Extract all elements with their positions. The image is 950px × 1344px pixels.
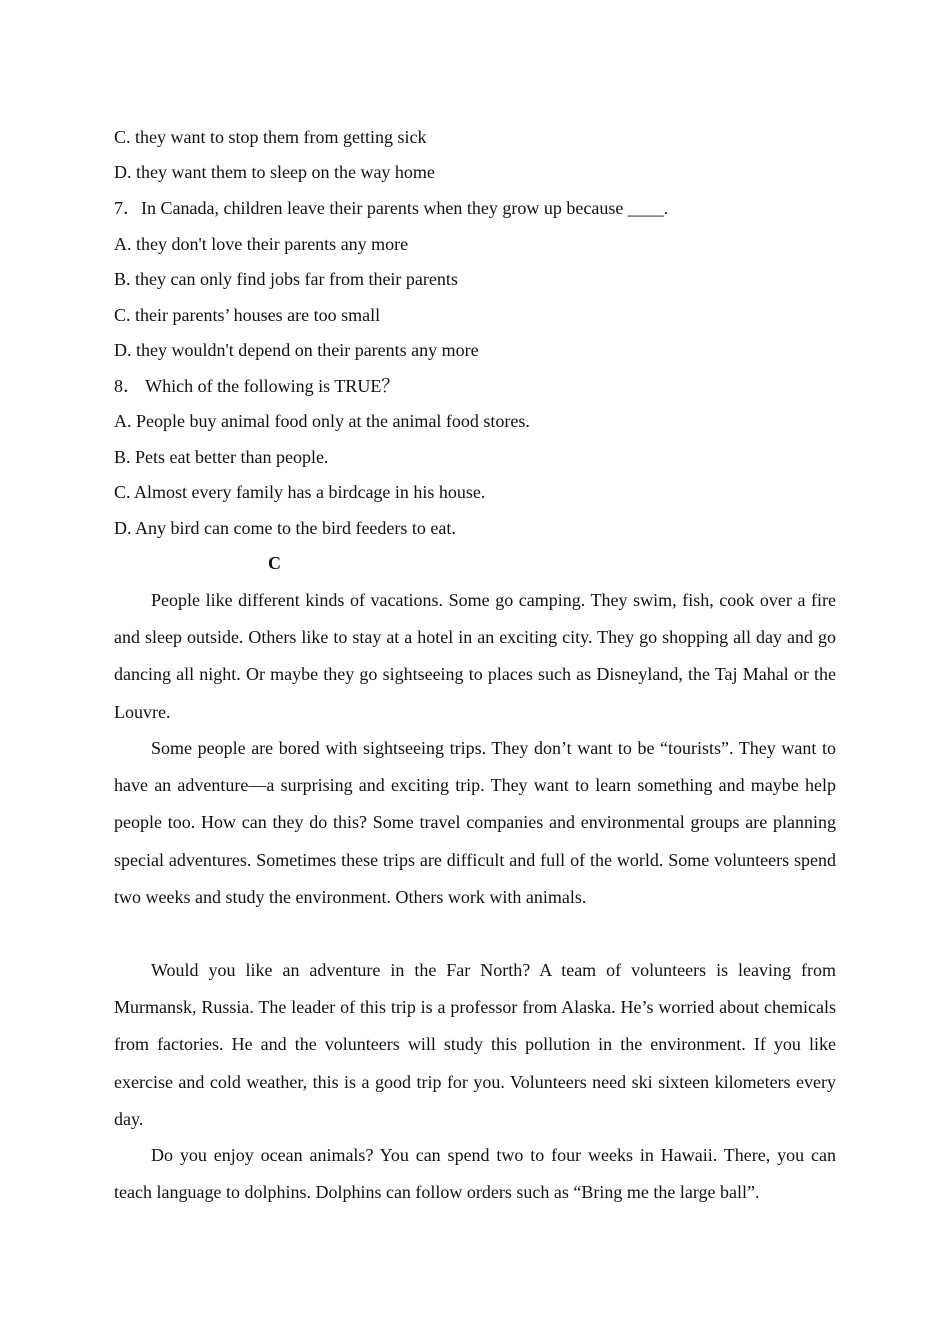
option-7a: A. they don't love their parents any more	[114, 234, 409, 254]
paragraph-2: Some people are bored with sightseeing trips. They don’t want to be “tourists”. They want to have an adventure—a surprising and exciting trip. They want to learn something and maybe help people too. How can they do this? Some travel companies and environmental groups are planning special adventures. Sometimes these trips are difficult and full of the world. Some volunteers spend two weeks and study the environment. Others work with animals.	[114, 738, 836, 907]
option-6d: D. they want them to sleep on the way home	[114, 162, 435, 182]
paragraph-4: Do you enjoy ocean animals? You can spend two to four weeks in Hawaii. There, you can teach language to dolphins. Dolphins can follow orders such as “Bring me the large ball”.	[114, 1145, 836, 1203]
option-8c: C. Almost every family has a birdcage in his house.	[114, 482, 486, 502]
option-7d: D. they wouldn't depend on their parents any more	[114, 340, 479, 360]
paragraph-3: Would you like an adventure in the Far North? A team of volunteers is leaving from Murmansk, Russia. The leader of this trip is a professor from Alaska. He’s worried about chemicals from factories. He and the volunteers will study this pollution in the environment. If you like exercise and cold weather, this is a good trip for you. Volunteers need ski sixteen kilometers every day.	[114, 960, 836, 1129]
section-heading: C	[268, 553, 281, 573]
option-7c: C. their parents’ houses are too small	[114, 305, 381, 325]
paragraph-1: People like different kinds of vacations. Some go camping. They swim, fish, cook over a fire and sleep outside. Others like to stay at a hotel in an exciting city. They go shopping all day and go dancing all night. Or maybe they go sightseeing to places such as Disneyland, the Taj Mahal or the Louvre.	[114, 590, 836, 722]
option-8b: B. Pets eat better than people.	[114, 447, 329, 467]
option-7b: B. they can only find jobs far from their parents	[114, 269, 458, 289]
question-8: 8． Which of the following is TRUE？	[114, 376, 400, 396]
option-6c: C. they want to stop them from getting sick	[114, 127, 427, 147]
option-8d: D. Any bird can come to the bird feeders to eat.	[114, 518, 456, 538]
option-8a: A. People buy animal food only at the animal food stores.	[114, 411, 530, 431]
question-7: 7．In Canada, children leave their parents when they grow up because ____.	[114, 198, 669, 218]
